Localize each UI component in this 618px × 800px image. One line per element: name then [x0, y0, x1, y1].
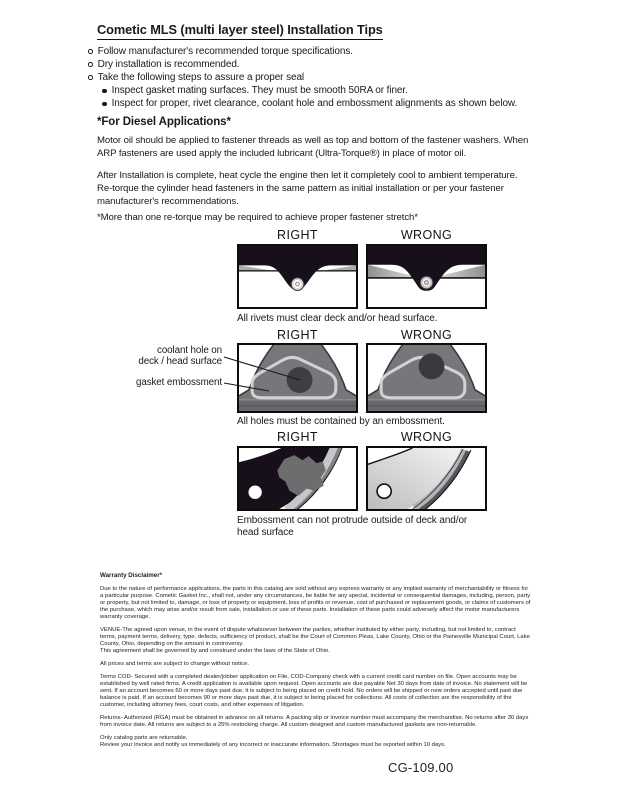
row2-caption: All holes must be contained by an embossment.	[237, 416, 445, 427]
disclaimer-paragraph: This agreement shall be governed by and construed under the laws of the State of Ohio.	[100, 648, 330, 654]
tip-text: Follow manufacturer's recommended torque specifications.	[97, 46, 353, 57]
open-bullet-icon	[88, 62, 93, 67]
disclaimer-paragraph: Terms COD- Secured with a completed dealer/jobber application on File, COD-Company check with a current credit card number on file. Open accounts may be established by well rated firms. A credit application is available upon request. Open accounts are due payable Net 30 days from date of invoice. No statement will be sent. If an account becomes 60 or more days past due, it is subject to being placed on credit hold. No orders will be shipped or new orders accepted until past due balance is paid. If an account becomes 90 or more days past due, it is subject to being placed for collections. All costs of collection are the responsibility of the customer, including attorney fees, court costs, and other expenses of litigation.	[100, 674, 528, 708]
tip-item	[88, 58, 568, 71]
callout-line: coolant hole on	[157, 345, 222, 356]
disclaimer-paragraph: Only catalog parts are returnable.	[100, 735, 188, 741]
diesel-paragraph-1: Motor oil should be applied to fastener threads as well as top and bottom of the fastener washers. When ARP fasteners are used apply the included lubricant (Ultra-Torque®) in place of motor oil.	[97, 135, 529, 159]
row1-caption: All rivets must clear deck and/or head surface.	[237, 313, 438, 324]
callout-leader-lines	[222, 348, 307, 396]
diesel-applications-heading: *For Diesel Applications*	[97, 116, 231, 128]
disclaimer-heading: Warranty Disclaimer*	[100, 572, 163, 579]
installation-tips-list	[88, 45, 568, 110]
coolant-hole-callout	[100, 345, 222, 368]
figure-protrude-right	[237, 446, 358, 511]
disclaimer-paragraph: Due to the nature of performance applications, the parts in this catalog are sold without any express warranty or any implied warranty of merchantability or fitness for a particular purpose. Cometic Gasket Inc., shall not, under any circumstances, be liable for any special, incidental or consequential damages, including, person, party or property, but not limited to, damage, or loss of property or equipment, loss of profits or revenue, cost of purchased or replacement goods, or claims of customers of the purchase, which may arise and/or result from sale, installation or use of these parts. Installation of these parts could adversely affect the motor manufacturers warranty coverage.	[100, 586, 531, 620]
row3-wrong-label: WRONG	[400, 430, 453, 444]
tip-text: Dry installation is recommended.	[97, 59, 240, 71]
tip-sub-item	[102, 84, 568, 97]
callout-line: deck / head surface	[138, 356, 222, 368]
row1-right-label: RIGHT	[277, 228, 318, 242]
open-bullet-icon	[88, 75, 93, 80]
disclaimer-paragraph: Review your invoice and notify us immediately of any incorrect or inaccurate information. Shortages must be reported within 10 days.	[100, 742, 446, 748]
open-bullet-icon	[88, 49, 93, 54]
disclaimer-paragraph: Returns- Authorized (RGA) must be obtained in advance on all returns. A packing slip or invoice number must accompany the merchandise. No returns after 30 days from invoice date. All returns are subject to a 25% restocking charge. All custom designed and custom manufactured gaskets are non-returnable.	[100, 715, 529, 728]
gasket-embossment-callout: gasket embossment	[136, 377, 222, 388]
row1-wrong-label: WRONG	[400, 228, 453, 242]
page-code: CG-109.00	[388, 760, 454, 775]
figure-embossment-wrong	[366, 343, 487, 413]
diesel-paragraph-2: After Installation is complete, heat cycle the engine then let it completely cool to ambient temperature. Re-torque the cylinder head fasteners in the same pattern as initial installation or per your fastener manufacturer's recommendations.	[97, 170, 518, 207]
row2-wrong-label: WRONG	[400, 328, 453, 342]
tip-text: Take the following steps to assure a proper seal	[97, 72, 305, 84]
figure-protrude-wrong	[366, 446, 487, 511]
row2-right-label: RIGHT	[277, 328, 318, 342]
tip-item	[88, 45, 568, 58]
page-title: Cometic MLS (multi layer steel) Installation Tips	[97, 22, 383, 40]
tip-text: Inspect gasket mating surfaces. They must be smooth 50RA or finer.	[111, 85, 408, 97]
figure-rivet-right	[237, 244, 358, 309]
row3-caption: Embossment can not protrude outside of deck and/or head surface	[237, 515, 468, 539]
figure-rivet-wrong	[366, 244, 487, 309]
row3-right-label: RIGHT	[277, 430, 318, 444]
tip-sub-item	[102, 97, 568, 110]
warranty-disclaimer	[100, 572, 532, 755]
retorque-note: *More than one re-torque may be required to achieve proper fastener stretch*	[97, 212, 418, 223]
disclaimer-paragraph: VENUE-The agreed upon venue, in the event of dispute whatsoever between the parties, whether instituted by either party, including, but not limited to, contract terms, payment terms, delivery, type, defects, sufficiency of product, shall be the Court of Common Pleas, Lake County, Ohio or the Painesville Municipal Court, Lake County, Ohio, depending on the amount in controversy.	[100, 627, 530, 647]
filled-bullet-icon	[102, 89, 107, 94]
tip-item	[88, 71, 568, 84]
tip-text: Inspect for proper, rivet clearance, coolant hole and embossment alignments as shown below.	[111, 98, 518, 110]
disclaimer-paragraph: All prices and terms are subject to change without notice.	[100, 661, 249, 667]
filled-bullet-icon	[102, 102, 107, 107]
